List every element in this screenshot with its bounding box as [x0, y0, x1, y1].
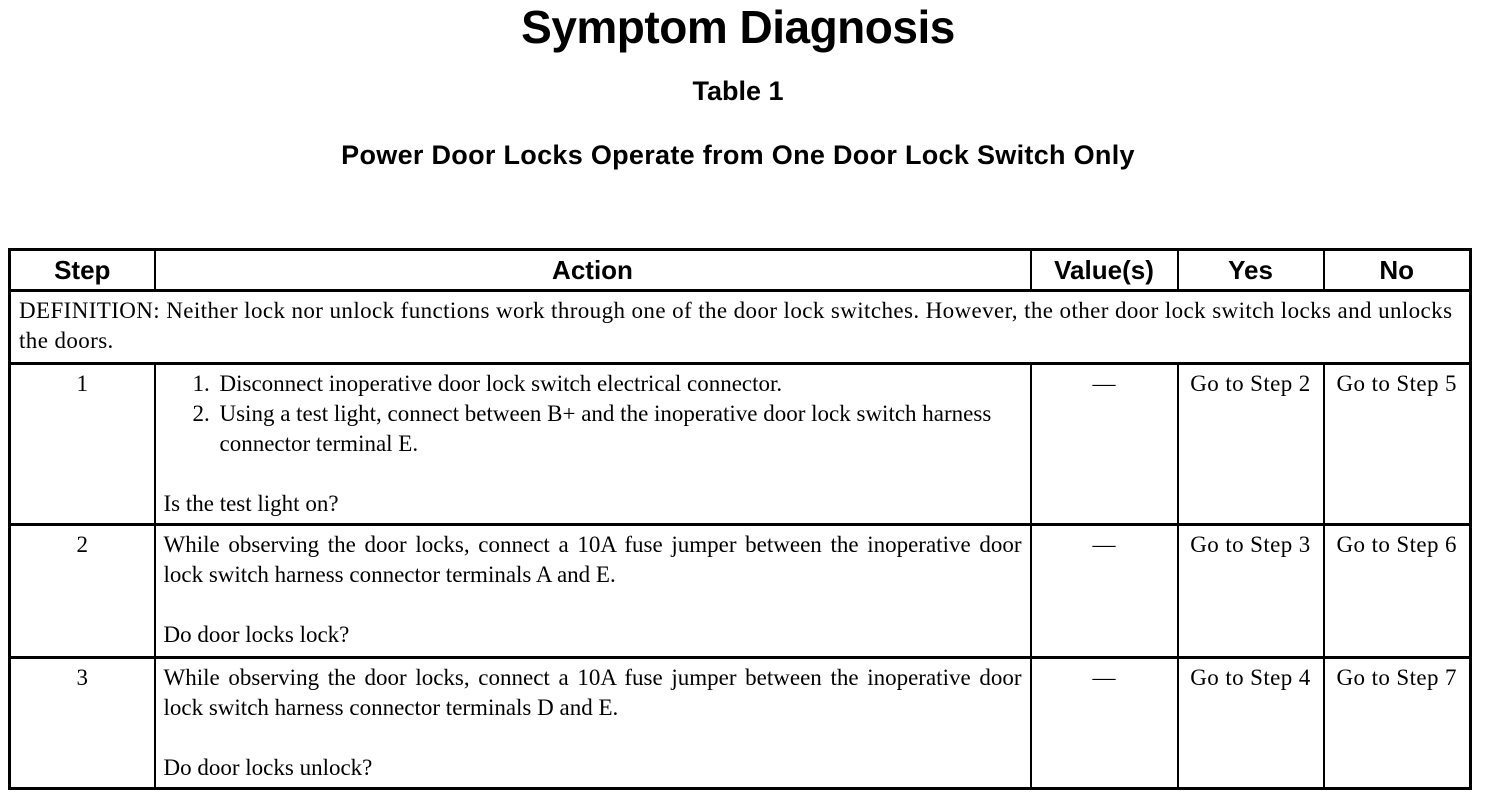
page-title: Symptom Diagnosis — [521, 1, 955, 53]
table-row — [10, 658, 1471, 789]
action-text: While observing the door locks, connect a 10A fuse jumper between the inoperative door lock switch harness connector terminals D and E. — [163, 665, 1022, 720]
table-row — [10, 364, 1471, 525]
header-no: No — [1324, 250, 1471, 291]
header-action: Action — [155, 250, 1031, 291]
yes-cell: Go to Step 2 — [1178, 364, 1324, 525]
value-cell: — — [1031, 525, 1178, 658]
header-values: Value(s) — [1031, 250, 1178, 291]
step-number: 3 — [10, 658, 155, 789]
header-row — [10, 250, 1471, 291]
value-cell: — — [1031, 364, 1178, 525]
action-cell — [155, 364, 1031, 525]
definition-row — [10, 291, 1471, 364]
action-question: Is the test light on? — [163, 491, 339, 516]
action-cell — [155, 525, 1031, 658]
value-cell: — — [1031, 658, 1178, 789]
no-cell: Go to Step 5 — [1324, 364, 1471, 525]
yes-cell: Go to Step 4 — [1178, 658, 1324, 789]
action-question: Do door locks unlock? — [163, 755, 373, 780]
no-cell: Go to Step 6 — [1324, 525, 1471, 658]
header-yes: Yes — [1178, 250, 1324, 291]
no-cell: Go to Step 7 — [1324, 658, 1471, 789]
step-number: 2 — [10, 525, 155, 658]
step-number: 1 — [10, 364, 155, 525]
header-step: Step — [10, 250, 155, 291]
diagnosis-table — [8, 248, 1472, 790]
action-question: Do door locks lock? — [163, 622, 350, 647]
table-caption: Power Door Locks Operate from One Door Lock Switch Only — [341, 140, 1135, 170]
action-cell — [155, 658, 1031, 789]
yes-cell: Go to Step 3 — [1178, 525, 1324, 658]
substep-item: 2. Using a test light, connect between B+ and the inoperative door lock switch harness connector terminal E. — [216, 399, 1022, 459]
table-row — [10, 525, 1471, 658]
substep-list — [164, 369, 1022, 459]
table-number: Table 1 — [692, 76, 784, 106]
definition-text: DEFINITION: Neither lock nor unlock functions work through one of the door lock switches. However, the other door lock switch locks and unlocks the doors. — [10, 291, 1471, 364]
substep-item: 1. Disconnect inoperative door lock switch electrical connector. — [216, 369, 1022, 399]
action-text: While observing the door locks, connect a 10A fuse jumper between the inoperative door lock switch harness connector terminals A and E. — [163, 532, 1022, 587]
